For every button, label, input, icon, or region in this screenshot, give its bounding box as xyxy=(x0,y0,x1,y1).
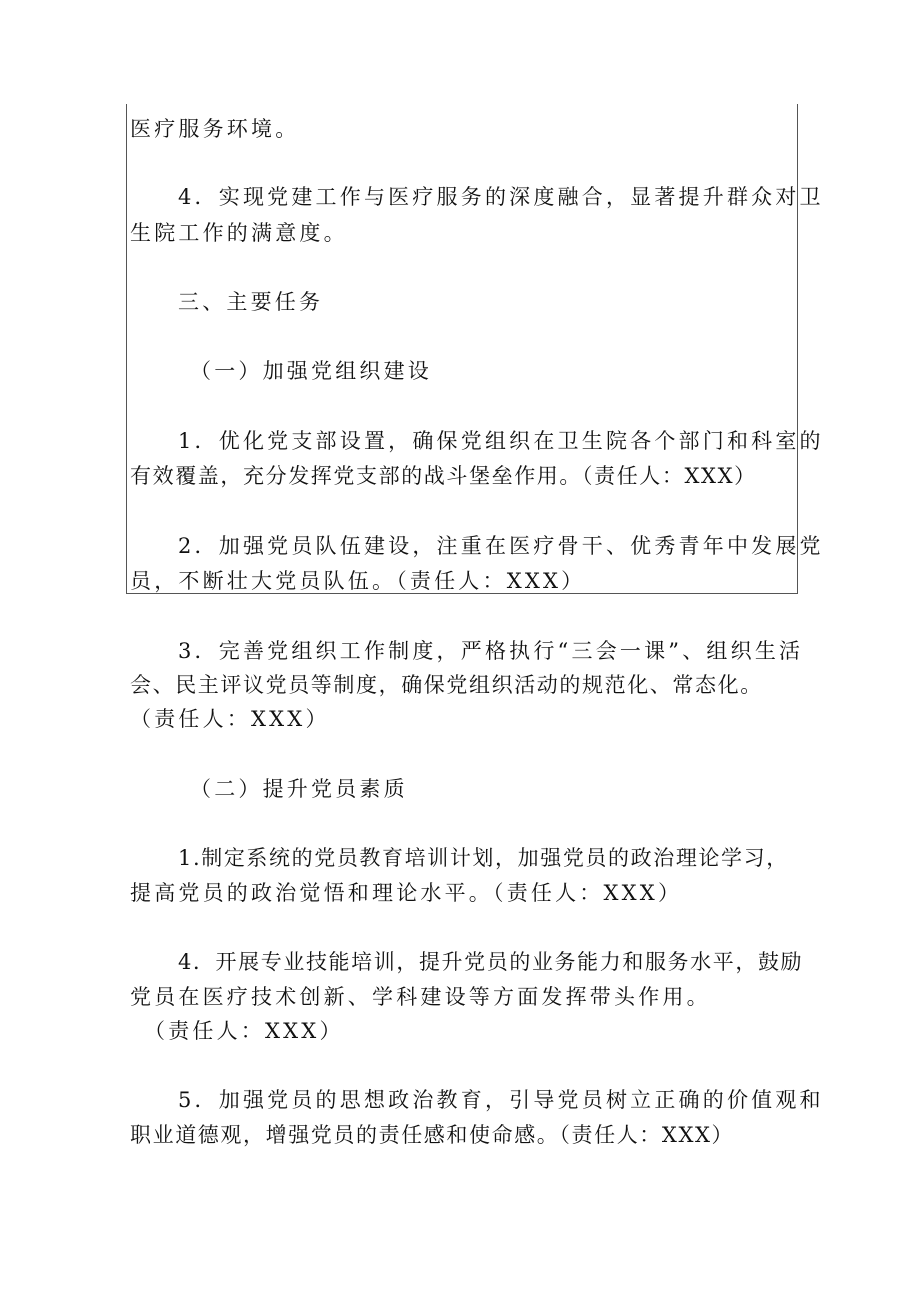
subsection-heading: （二）提升党员素质 xyxy=(190,777,408,801)
paragraph-line: 党员在医疗技术创新、学科建设等方面发挥带头作用。 xyxy=(130,985,711,1009)
paragraph-line: 职业道德观，增强党员的责任感和使命感。（责任人：XXX） xyxy=(130,1123,735,1147)
paragraph-line: （责任人：XXX） xyxy=(144,1019,344,1043)
paragraph-line: 3．完善党组织工作制度，严格执行“三会一课”、组织生活 xyxy=(178,639,804,663)
paragraph-line: 4．开展专业技能培训，提升党员的业务能力和服务水平，鼓励 xyxy=(178,950,804,974)
bordered-text-box xyxy=(126,104,798,594)
paragraph-line: 生院工作的满意度。 xyxy=(130,221,348,245)
paragraph-line: 4．实现党建工作与医疗服务的深度融合，显著提升群众对卫 xyxy=(178,185,824,209)
subsection-heading: （一）加强党组织建设 xyxy=(190,359,432,383)
section-heading: 三、主要任务 xyxy=(178,290,324,314)
paragraph-line: 会、民主评议党员等制度，确保党组织活动的规范化、常态化。 xyxy=(130,673,763,697)
paragraph-line: 1.制定系统的党员教育培训计划，加强党员的政治理论学习， xyxy=(178,846,789,870)
paragraph-line: 1．优化党支部设置，确保党组织在卫生院各个部门和科室的 xyxy=(178,429,824,453)
paragraph-line: 5．加强党员的思想政治教育，引导党员树立正确的价值观和 xyxy=(178,1088,824,1112)
paragraph-line: 提高党员的政治觉悟和理论水平。（责任人：XXX） xyxy=(130,881,683,905)
paragraph-line: 有效覆盖，充分发挥党支部的战斗堡垒作用。（责任人：XXX） xyxy=(130,464,757,488)
paragraph-line: 2．加强党员队伍建设，注重在医疗骨干、优秀青年中发展党 xyxy=(178,534,824,558)
paragraph-line: 员，不断壮大党员队伍。（责任人：XXX） xyxy=(130,569,586,593)
paragraph-line: 医疗服务环境。 xyxy=(130,117,300,141)
paragraph-line: （责任人：XXX） xyxy=(130,707,330,731)
